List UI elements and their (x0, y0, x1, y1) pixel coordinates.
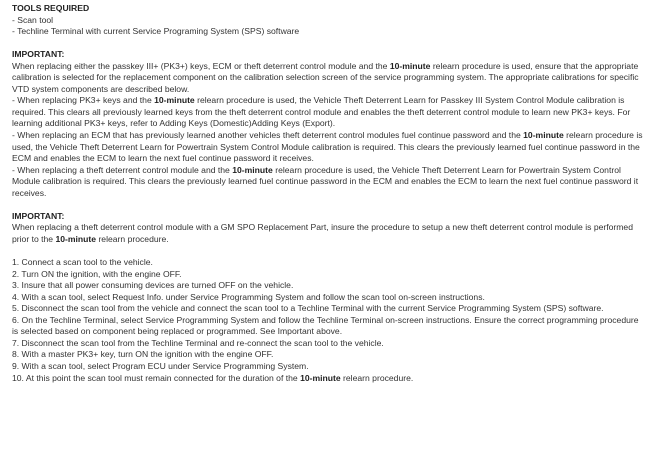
important-bullet-theft-module: - When replacing a theft deterrent control module and the 10-minute relearn procedure is used, the Vehicle Theft Deterrent Learn for Powertrain System Control Module calibration is required. This clears the previously learned fuel continue password in the ECM and enables the ECM to learn the next fuel continue password it receives. (12, 164, 639, 198)
tool-item-techline: - Techline Terminal with current Service Programing System (SPS) software (12, 26, 300, 37)
important-intro: When replacing either the passkey III+ (PK3+) keys, ECM or theft deterrent control module and the 10-minute relearn procedure is used, ensure that the appropriate calibration is selected for the replacement component on the calibration selection screen of the service programming system. The appropriate calibrations for specific VTD system components are described below. (12, 60, 639, 94)
step-6: 6. On the Techline Terminal, select Service Programming System and follow the Techline Terminal on-screen instructions. Ensure the correct programming procedure is selected based on component being replaced or programmed. See Important above. (12, 314, 639, 337)
step-4: 4. With a scan tool, select Request Info. under Service Programming System and follow the scan tool on-screen instructions. (12, 291, 485, 302)
step-7: 7. Disconnect the scan tool from the Techline Terminal and re-connect the scan tool to the vehicle. (12, 337, 384, 348)
step-10: 10. At this point the scan tool must remain connected for the duration of the 10-minute relearn procedure. (12, 372, 414, 383)
important-spo-note: When replacing a theft deterrent control module with a GM SPO Replacement Part, insure the procedure to setup a new theft deterrent control module is performed prior to the 10-minute relearn procedure. (12, 222, 633, 244)
service-document (12, 3, 644, 384)
important-heading: IMPORTANT: (12, 49, 65, 60)
step-5: 5. Disconnect the scan tool from the vehicle and connect the scan tool to a Techline Terminal with the current Service Programming System (SPS) software. (12, 303, 604, 314)
important-bullet-ecm: - When replacing an ECM that has previously learned another vehicles theft deterrent control modules fuel continue password and the 10-minute relearn procedure is used, the Vehicle Theft Deterrent Learn for Powertrain System Control Module calibration is required. This clears the previously learned fuel continue password in the ECM and enables the ECM to learn the next fuel continue password it receives. (12, 130, 643, 164)
step-1: 1. Connect a scan tool to the vehicle. (12, 257, 153, 268)
important-bullet-pk3-keys: - When replacing PK3+ keys and the 10-minute relearn procedure is used, the Vehicle Theft Deterrent Learn for Passkey III System Control Module calibration is required. This clears all previously learned keys from the theft deterrent control module and enables the theft deterrent control module to learn new PK3+ keys. For learning additional PK3+ keys, refer to Adding Keys (Domestic)Adding Keys (Export). (12, 95, 631, 129)
tools-heading: TOOLS REQUIRED (12, 3, 90, 13)
important-heading-2: IMPORTANT: (12, 210, 65, 221)
step-8: 8. With a master PK3+ key, turn ON the ignition with the engine OFF. (12, 349, 274, 360)
tool-item-scan-tool: - Scan tool (12, 14, 54, 25)
step-3: 3. Insure that all power consuming devices are turned OFF on the vehicle. (12, 280, 294, 291)
step-9: 9. With a scan tool, select Program ECU under Service Programming System. (12, 360, 309, 371)
step-2: 2. Turn ON the ignition, with the engine OFF. (12, 268, 182, 279)
